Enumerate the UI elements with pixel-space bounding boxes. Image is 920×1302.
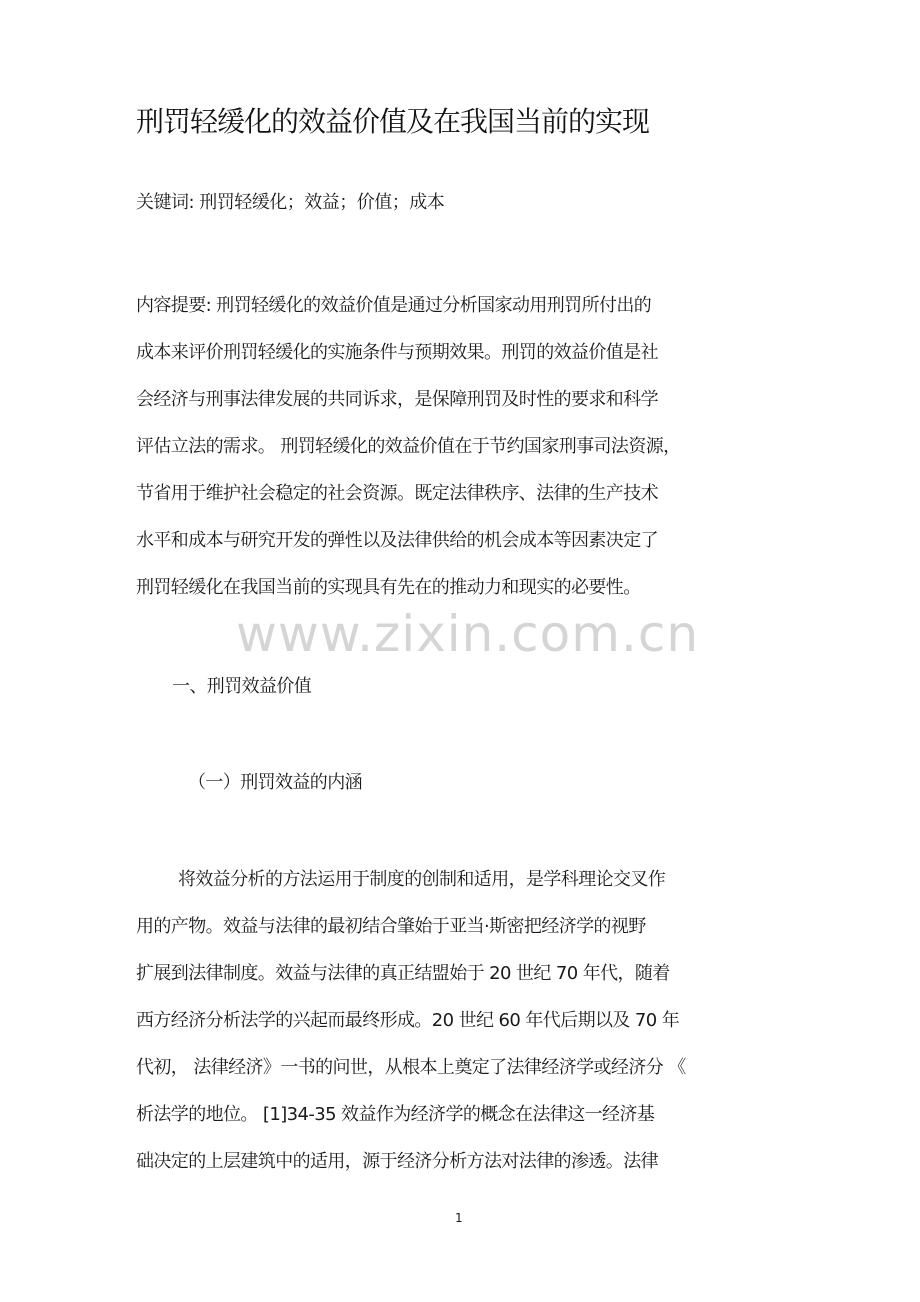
subsection-heading: （一）刑罚效益的内涵 <box>188 772 362 793</box>
document-title: 刑罚轻缓化的效益价值及在我国当前的实现 <box>136 105 650 138</box>
abstract-line: 刑罚轻缓化在我国当前的实现具有先在的推动力和现实的必要性。 <box>136 577 641 598</box>
keywords-line: 关键词: 刑罚轻缓化；效益；价值；成本 <box>136 192 445 213</box>
body-line: 将效益分析的方法运用于制度的创制和适用，是学科理论交叉作 <box>178 869 666 890</box>
abstract-paragraph <box>136 282 736 611</box>
watermark: www.zixin.com.cn <box>236 605 700 663</box>
abstract-line: 会经济与刑事法律发展的共同诉求，是保障刑罚及时性的要求和科学 <box>136 389 658 410</box>
body-line: 西方经济分析法学的兴起而最终形成。20 世纪 60 年代后期以及 70 年 <box>136 1010 680 1031</box>
body-paragraph <box>136 856 736 1185</box>
abstract-line: 水平和成本与研究开发的弹性以及法律供给的机会成本等因素决定了 <box>136 530 658 551</box>
body-line: 扩展到法律制度。效益与法律的真正结盟始于 20 世纪 70 年代，随着 <box>136 963 670 984</box>
abstract-line: 评估立法的需求。 刑罚轻缓化的效益价值在于节约国家刑事司法资源， <box>136 436 681 457</box>
body-line: 析法学的地位。 [1]34-35 效益作为经济学的概念在法律这一经济基 <box>136 1104 655 1125</box>
body-line: 用的产物。效益与法律的最初结合肇始于亚当·斯密把经济学的视野 <box>136 916 646 937</box>
abstract-line: 内容提要: 刑罚轻缓化的效益价值是通过分析国家动用刑罚所付出的 <box>136 295 652 316</box>
body-line: 代初， 法律经济》一书的问世，从根本上奠定了法律经济学或经济分 《 <box>136 1057 686 1078</box>
section-heading: 一、刑罚效益价值 <box>172 676 312 697</box>
abstract-line: 节省用于维护社会稳定的社会资源。既定法律秩序、法律的生产技术 <box>136 483 658 504</box>
page-number: 1 <box>455 1211 463 1225</box>
abstract-line: 成本来评价刑罚轻缓化的实施条件与预期效果。刑罚的效益价值是社 <box>136 342 658 363</box>
body-line: 础决定的上层建筑中的适用，源于经济分析方法对法律的渗透。法律 <box>136 1151 658 1172</box>
